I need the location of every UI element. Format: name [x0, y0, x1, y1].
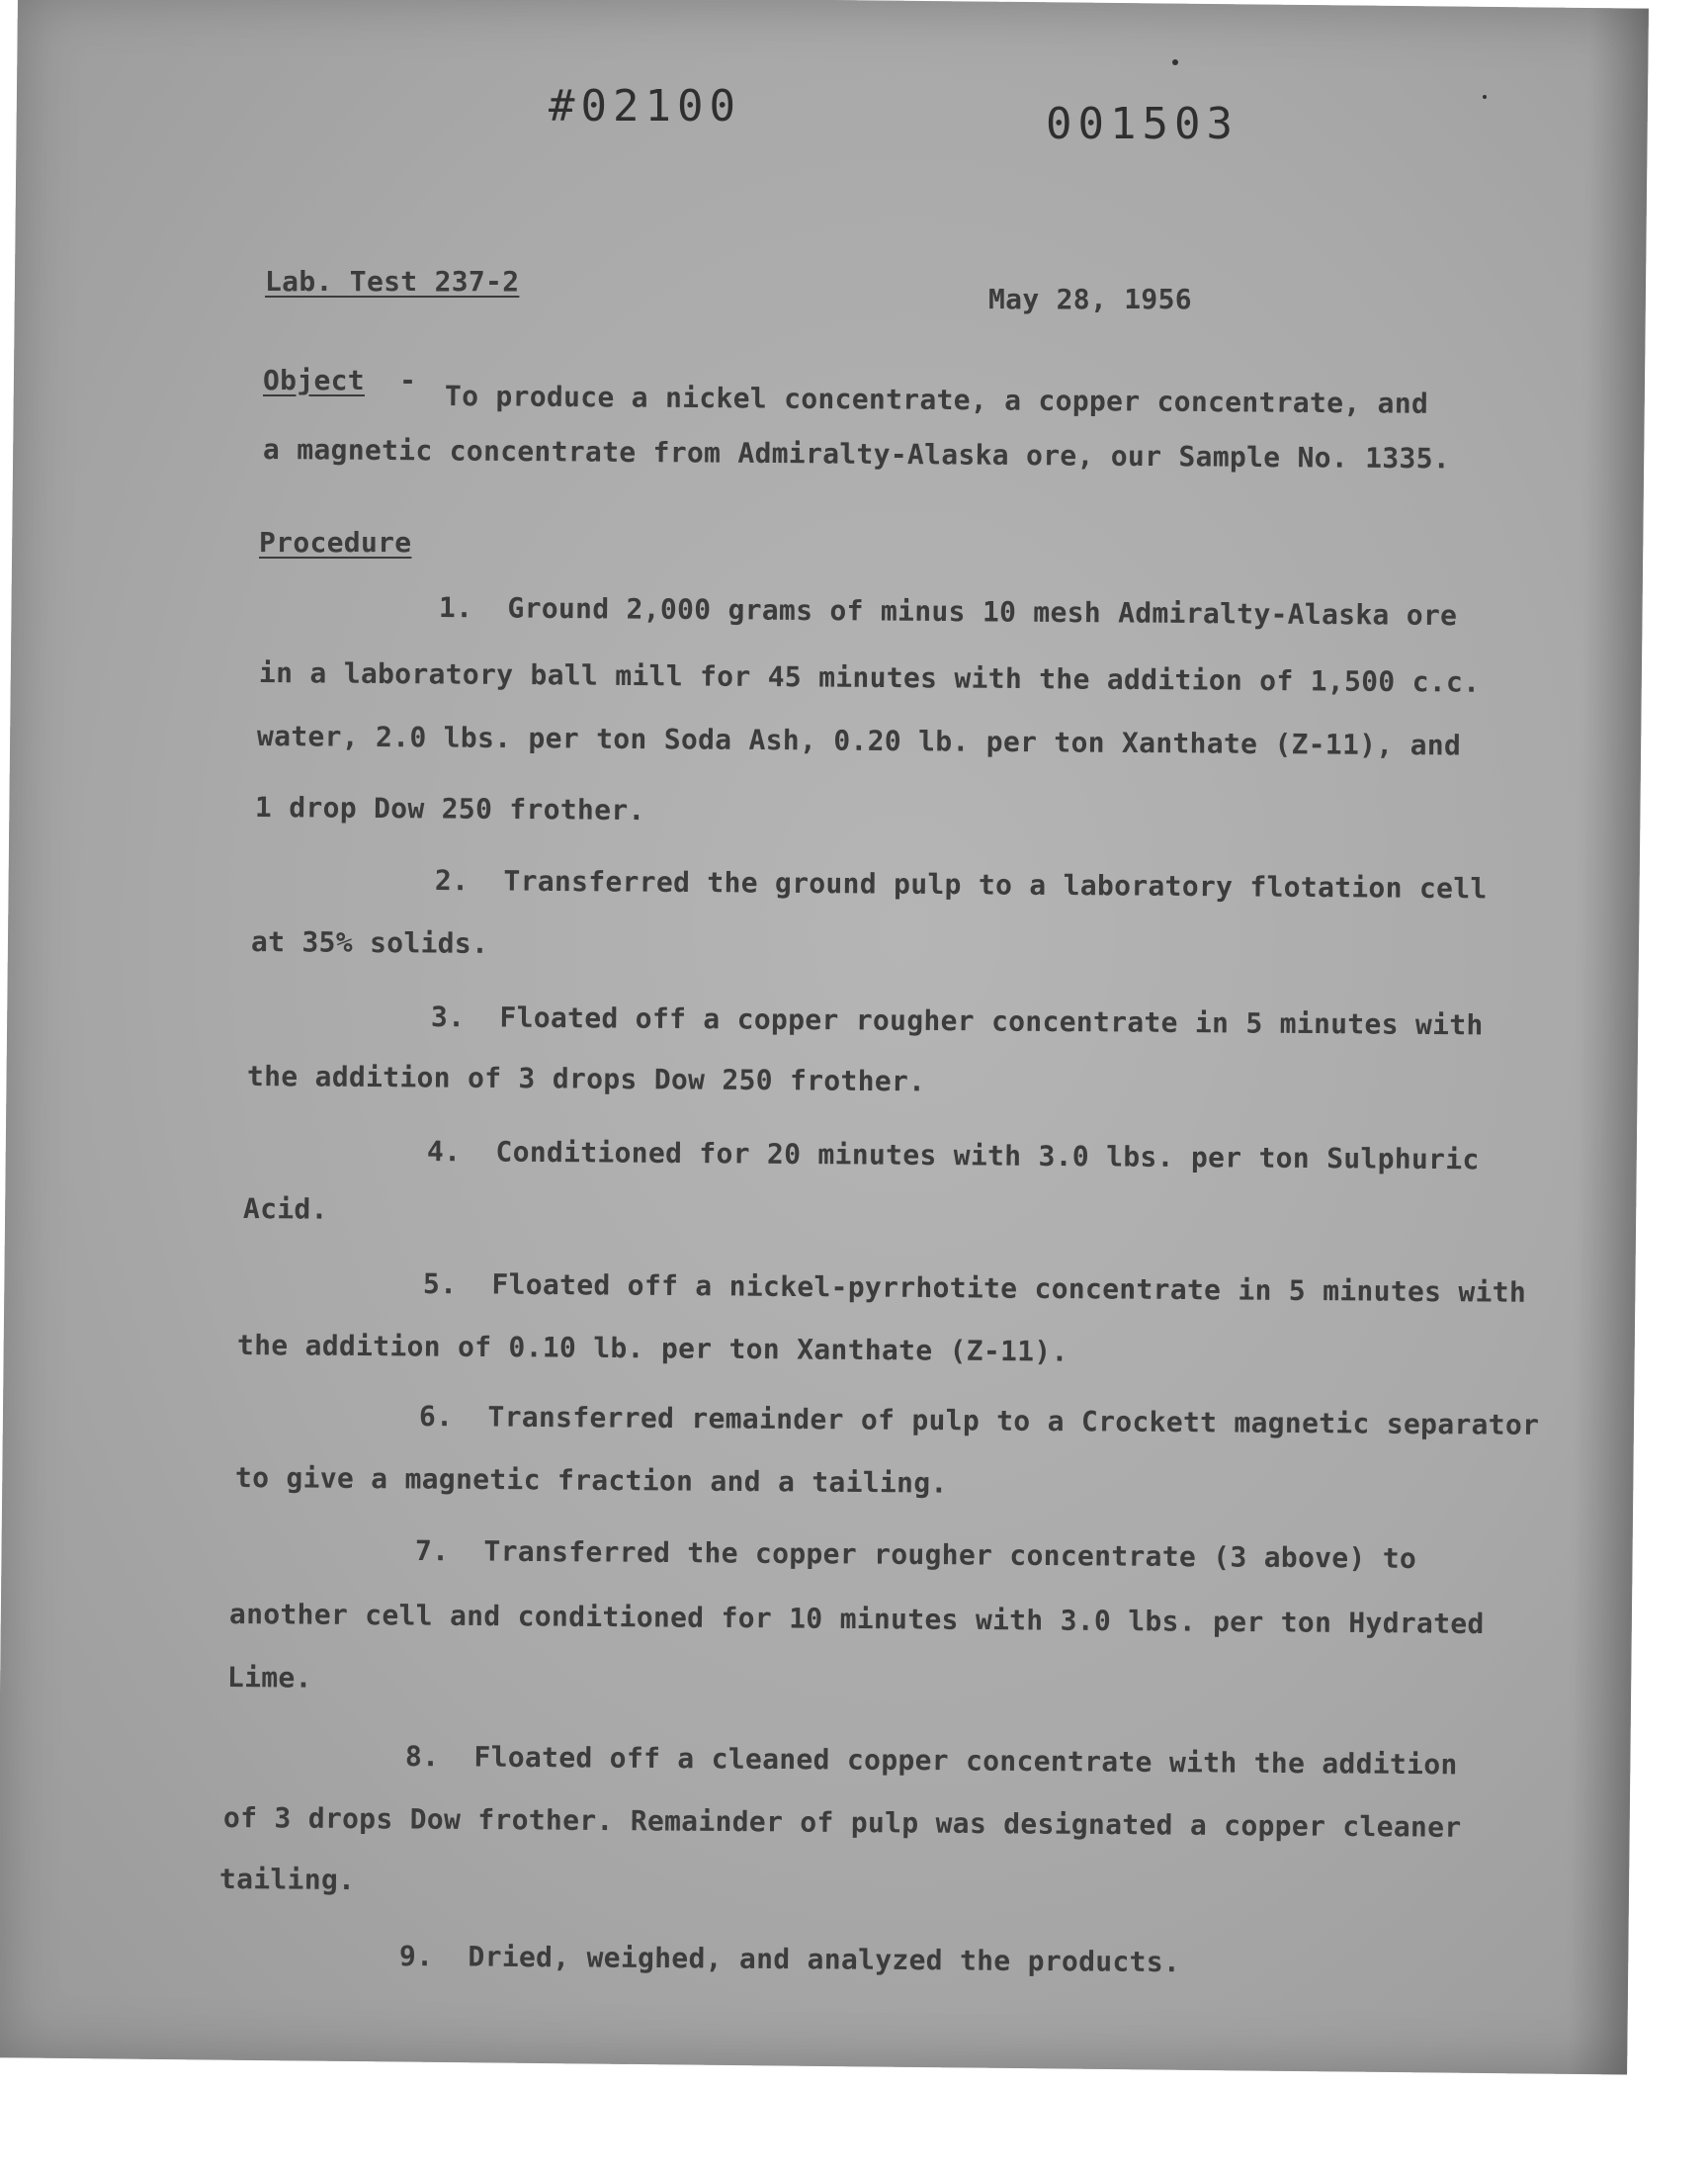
step-text: Transferred the ground pulp to a laboratory flotation cell: [503, 864, 1488, 906]
object-text-line-2: a magnetic concentrate from Admiralty-Alaska ore, our Sample No. 1335.: [262, 433, 1451, 476]
step-text: Floated off a nickel-pyrrhotite concentrate in 5 minutes with: [491, 1267, 1527, 1309]
object-dash: -: [399, 364, 417, 396]
step-text: Lime.: [226, 1661, 312, 1695]
step-number: 2.: [434, 864, 470, 898]
object-label-row: [263, 364, 416, 396]
step-text: Transferred the copper rougher concentrate (3 above) to: [483, 1534, 1417, 1575]
step-text: Transferred remainder of pulp to a Crockett magnetic separator: [487, 1400, 1540, 1441]
step-4-line-1: [427, 1135, 1480, 1175]
object-label: Object: [263, 364, 365, 396]
step-text: Floated off a copper rougher concentrate in 5 minutes with: [499, 1000, 1484, 1042]
step-text: tailing.: [218, 1863, 356, 1897]
step-3-line-1: [431, 1000, 1484, 1041]
step-text: the addition of 0.10 lb. per ton Xanthate (Z-11).: [236, 1329, 1068, 1368]
step-text: Conditioned for 20 minutes with 3.0 lbs. per ton Sulphuric: [495, 1135, 1480, 1176]
step-number: 3.: [430, 1000, 466, 1034]
step-2-line-1: [435, 864, 1488, 905]
step-1-line-1: [439, 591, 1458, 632]
step-text: another cell and conditioned for 10 minutes with 3.0 lbs. per ton Hydrated: [228, 1598, 1485, 1640]
speck-mark: [1172, 59, 1178, 65]
step-text: 1 drop Dow 250 frother.: [254, 791, 645, 827]
step-number: 7.: [414, 1534, 450, 1568]
step-9-line-1: [399, 1940, 1180, 1978]
procedure-heading: Procedure: [259, 526, 412, 559]
step-text: in a laboratory ball mill for 45 minutes with the addition of 1,500 c.c.: [258, 656, 1481, 699]
step-text: the addition of 3 drops Dow 250 frother.: [246, 1060, 926, 1098]
step-text: Floated off a cleaned copper concentrate with the addition: [473, 1740, 1458, 1782]
step-number: 6.: [418, 1400, 454, 1434]
step-number: 4.: [426, 1135, 462, 1169]
lab-test-label: Lab. Test 237-2: [265, 265, 520, 298]
step-number: 9.: [398, 1940, 434, 1973]
step-text: Dried, weighed, and analyzed the products.: [468, 1940, 1181, 1979]
step-text: water, 2.0 lbs. per ton Soda Ash, 0.20 lb. per ton Xanthate (Z-11), and: [256, 720, 1462, 762]
step-number: 1.: [438, 591, 473, 625]
speck-mark: [1483, 95, 1487, 99]
step-text: Ground 2,000 grams of minus 10 mesh Admiralty-Alaska ore: [507, 591, 1458, 633]
step-text: of 3 drops Dow frother. Remainder of pulp was designated a copper cleaner: [222, 1801, 1462, 1844]
step-7-line-1: [415, 1534, 1416, 1575]
object-text-line-1: To produce a nickel concentrate, a copper concentrate, and: [444, 380, 1429, 420]
step-text: to give a magnetic fraction and a tailing.: [234, 1461, 948, 1500]
document-number-stamp: #02100: [549, 81, 741, 131]
step-text: Acid.: [242, 1192, 328, 1226]
page-number-stamp: 001503: [1046, 99, 1238, 149]
document-date: May 28, 1956: [988, 283, 1192, 315]
step-number: 5.: [422, 1267, 458, 1301]
step-8-line-1: [405, 1740, 1458, 1781]
step-text: at 35% solids.: [250, 925, 489, 960]
step-number: 8.: [404, 1740, 440, 1774]
step-5-line-1: [423, 1267, 1526, 1309]
step-6-line-1: [419, 1400, 1539, 1441]
